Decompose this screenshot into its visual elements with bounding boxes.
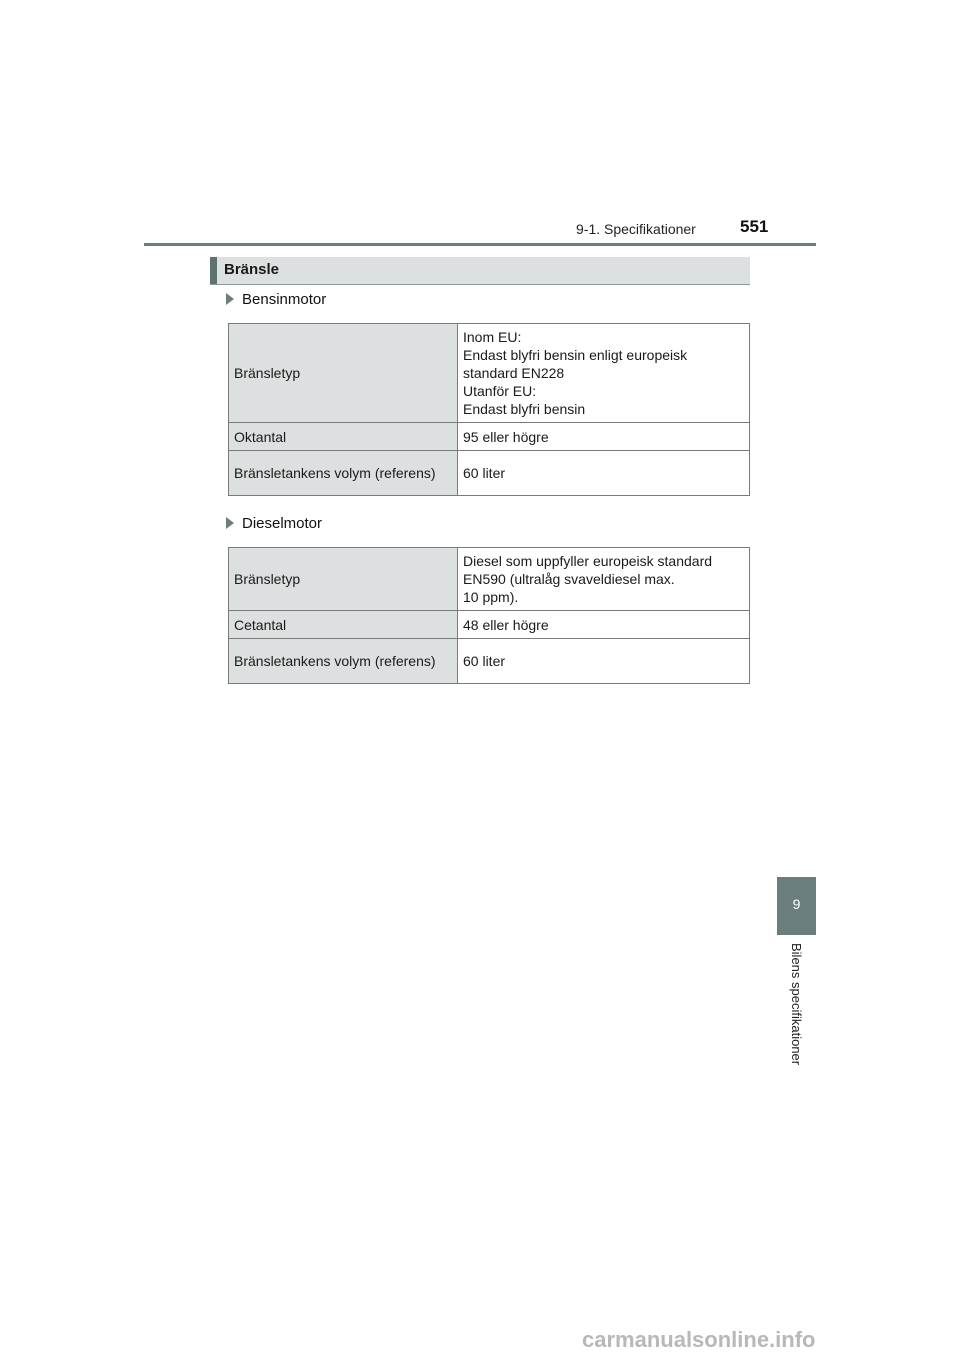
diesel-spec-table — [228, 547, 750, 684]
table-row — [229, 611, 750, 639]
table-row — [229, 451, 750, 496]
diesel-heading-text: Dieselmotor — [242, 515, 323, 532]
value-line: Inom EU: — [463, 329, 522, 345]
value-line: Diesel som uppfyller europeisk standard — [463, 553, 713, 569]
section-accent — [210, 257, 217, 284]
arrow-right-icon — [226, 293, 234, 305]
chapter-number: 9 — [792, 896, 801, 912]
table-row — [229, 423, 750, 451]
value-line: standard EN228 — [463, 365, 565, 381]
row-label: Bränsletyp — [229, 548, 458, 611]
header-rule — [144, 243, 816, 246]
row-label: Cetantal — [229, 611, 458, 639]
value-line: Endast blyfri bensin — [463, 401, 586, 417]
petrol-subheading — [226, 291, 326, 308]
row-label: Bränsletyp — [229, 324, 458, 423]
page-number: 551 — [740, 217, 769, 236]
value-line: 10 ppm). — [463, 589, 519, 605]
arrow-right-icon — [226, 517, 234, 529]
row-value: 60 liter — [458, 639, 750, 684]
section-heading-bar — [210, 257, 750, 285]
petrol-heading-text: Bensinmotor — [242, 291, 327, 308]
row-label: Bränsletankens volym (referens) — [229, 451, 458, 496]
row-value — [458, 548, 750, 611]
value-line: Endast blyfri bensin enligt europeisk — [463, 347, 688, 363]
row-value: 95 eller högre — [458, 423, 750, 451]
row-value — [458, 324, 750, 423]
row-label: Bränsletankens volym (referens) — [229, 639, 458, 684]
petrol-spec-table — [228, 323, 750, 496]
row-value: 48 eller högre — [458, 611, 750, 639]
table-row — [229, 639, 750, 684]
chapter-label: Bilens specifikationer — [789, 943, 804, 1066]
row-label: Oktantal — [229, 423, 458, 451]
header-section-title: 9-1. Specifikationer — [576, 221, 696, 237]
value-line: Utanför EU: — [463, 383, 537, 399]
section-title: Bränsle — [224, 261, 280, 278]
diesel-subheading — [226, 515, 322, 532]
chapter-tab[interactable] — [777, 877, 816, 935]
watermark: carmanualsonline.info — [582, 1327, 816, 1352]
table-row — [229, 324, 750, 423]
table-row — [229, 548, 750, 611]
row-value: 60 liter — [458, 451, 750, 496]
value-line: EN590 (ultralåg svaveldiesel max. — [463, 571, 675, 587]
